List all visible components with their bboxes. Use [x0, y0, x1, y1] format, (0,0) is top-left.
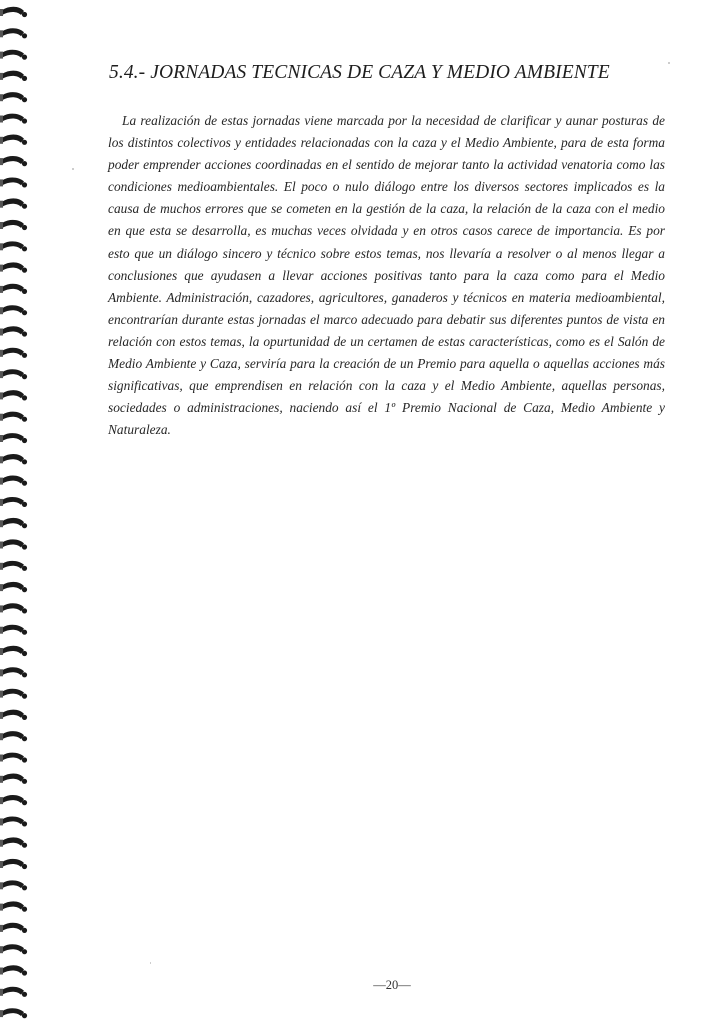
binding-loop	[0, 50, 27, 60]
binding-loop	[0, 114, 27, 124]
page-number: —20—	[373, 978, 411, 992]
scan-speck	[668, 62, 670, 64]
binding-loop	[0, 433, 27, 443]
binding-loop	[0, 28, 27, 38]
binding-loop	[0, 241, 27, 251]
binding-loop	[0, 156, 27, 166]
binding-loop	[0, 326, 27, 336]
binding-loop	[0, 71, 27, 81]
binding-loop	[0, 859, 27, 869]
binding-loop	[0, 603, 27, 613]
binding-loop	[0, 880, 27, 890]
binding-loop	[0, 795, 27, 805]
binding-loop	[0, 944, 27, 954]
binding-loop	[0, 965, 27, 975]
binding-loop	[0, 390, 27, 400]
binding-loop	[0, 518, 27, 528]
binding-loop	[0, 369, 27, 379]
binding-loop	[0, 476, 27, 486]
binding-loop	[0, 774, 27, 784]
body-paragraph: La realización de estas jornadas viene marcada por la necesidad de clarificar y aunar posturas de los distintos colectivos y entidades relacionadas con la caza y el Medio Ambiente, para de esta forma poder emprender acciones coordinadas en el sentido de mejorar tanto la actividad venatoria como las condiciones medioambientales. El poco o nulo diálogo entre los diversos sectores implicados es la causa de muchos errores que se cometen en la gestión de la caza, la relación de la caza con el medio en que esta se desarrolla, es muchas veces olvidada y en otros casos carece de importancia. Es por esto que un diálogo sincero y técnico sobre estos temas, nos llevaría a resolver o al menos llegar a conclusiones que ayudasen a llevar acciones positivas tanto para la caza como para el Medio Ambiente. Administración, cazadores, agricultores, ganaderos y técnicos en materia medioambiental, encontrarían durante estas jornadas el marco adecuado para debatir sus diferentes puntos de vista en relación con estos temas, la opurtunidad de un certamen de estas características, como es el Salón de Medio Ambiente y Caza, serviría para la creación de un Premio para aquella o aquellas acciones más significativas, que emprendisen en relación con la caza y el Medio Ambiente, aquellas personas, sociedades o administraciones, naciendo así el 1º Premio Nacional de Caza, Medio Ambiente y Naturaleza.	[108, 113, 665, 438]
scan-speck	[72, 168, 74, 170]
binding-loop	[0, 262, 27, 272]
binding-loop	[0, 837, 27, 847]
binding-loop	[0, 348, 27, 358]
binding-loop	[0, 816, 27, 826]
binding-loop	[0, 7, 27, 17]
binding-loop	[0, 646, 27, 656]
binding-loop	[0, 412, 27, 422]
binding-loop	[0, 731, 27, 741]
binding-loop	[0, 135, 27, 145]
binding-loop	[0, 901, 27, 911]
binding-loop	[0, 582, 27, 592]
binding-loop	[0, 923, 27, 933]
binding-loop	[0, 625, 27, 635]
binding-loop	[0, 198, 27, 208]
scan-speck	[150, 962, 151, 964]
binding-loop	[0, 561, 27, 571]
binding-loop	[0, 689, 27, 699]
binding-loop	[0, 710, 27, 720]
binding-loop	[0, 753, 27, 763]
binding-loop	[0, 92, 27, 102]
binding-loop	[0, 1008, 27, 1018]
binding-loop	[0, 305, 27, 315]
page-number-container	[0, 978, 724, 993]
binding-loop	[0, 220, 27, 230]
binding-loop	[0, 284, 27, 294]
spiral-binding	[0, 0, 34, 1024]
section-title: 5.4.- JORNADAS TECNICAS DE CAZA Y MEDIO AMBIENTE	[109, 62, 610, 83]
binding-loop	[0, 177, 27, 187]
binding-loop	[0, 454, 27, 464]
binding-loop	[0, 539, 27, 549]
binding-loop	[0, 667, 27, 677]
spiral-binding-icon	[0, 0, 34, 1024]
binding-loop	[0, 497, 27, 507]
